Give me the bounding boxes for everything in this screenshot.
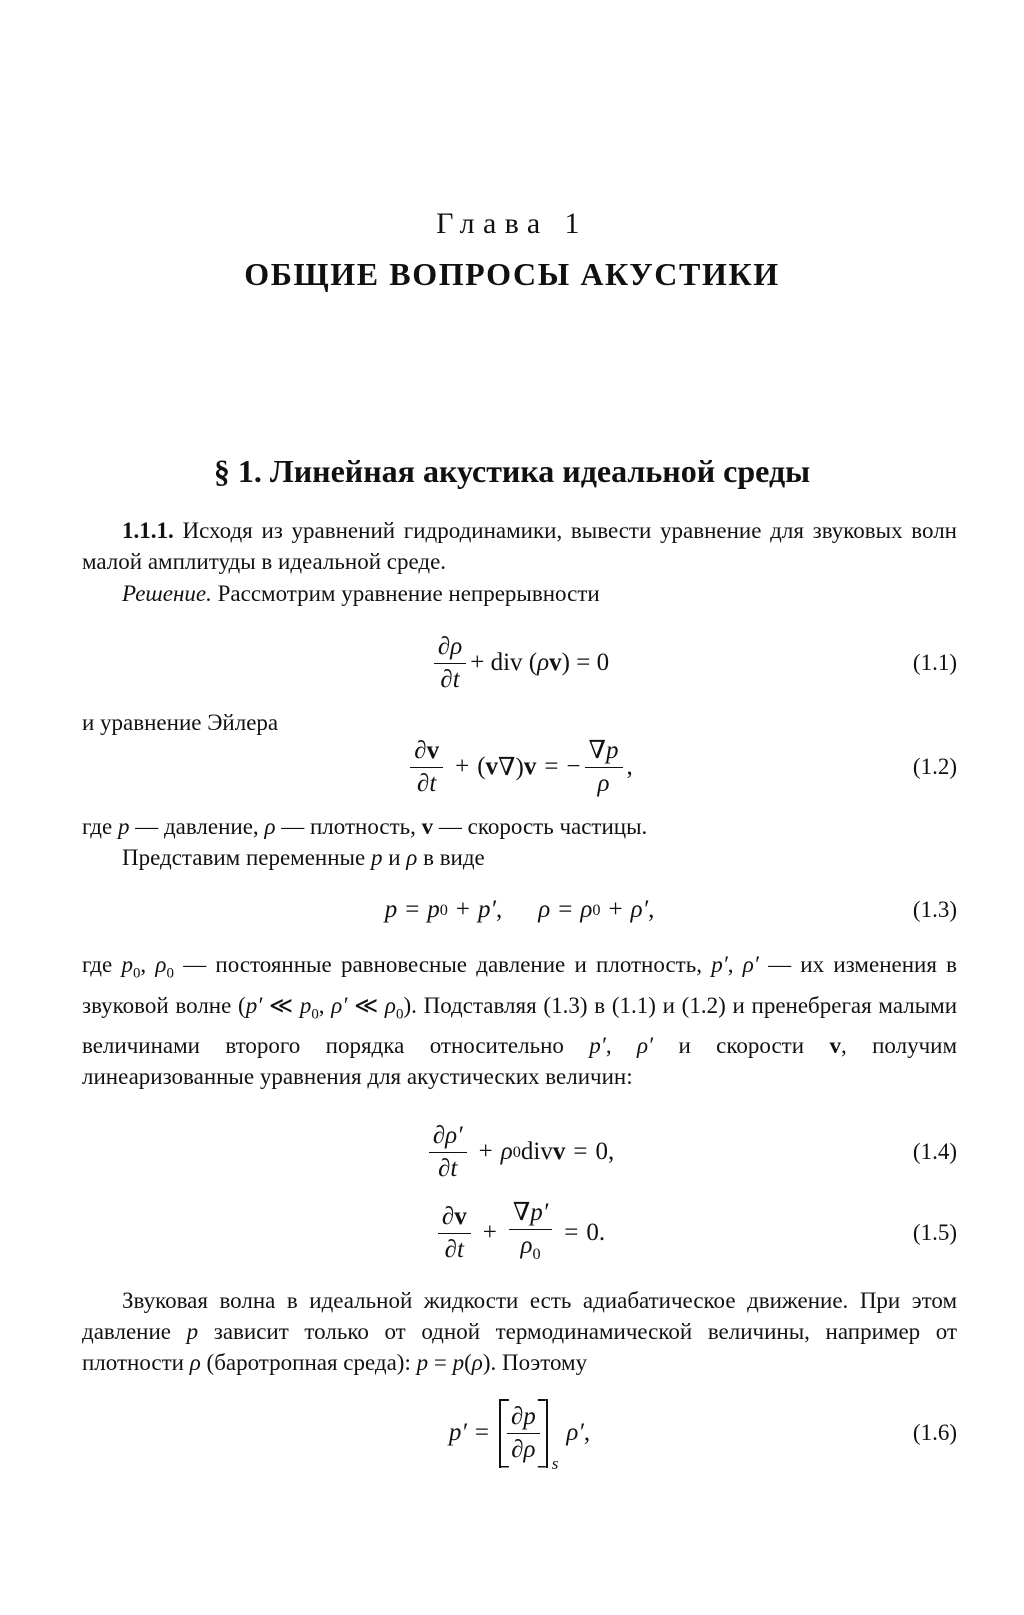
equation-number: (1.6)	[912, 1420, 957, 1445]
equation-1-3: p = p 0 + p′ , ρ = ρ 0 + ρ′ , (1.3)	[82, 865, 957, 955]
equation-1-4: $\frac{\partial\rho'}{\partial t}$ + ρ 0 div v = 0, (1.4)	[82, 1107, 957, 1197]
represent-line: Представим переменные p и ρ в виде	[122, 845, 485, 870]
problem-text: Исходя из уравнений гидродинамики, вывести уравнение для звуковых волн малой амплитуды в идеальной среде.	[82, 518, 957, 574]
equation-1-5: $\frac{\partial v}{\partial t}$ + $\frac{\nabla p'}{\rho_0}$ = 0. (1.5)	[82, 1188, 957, 1278]
problem-number: 1.1.1.	[122, 518, 174, 543]
equation-1-6: p′ = $\frac{\partial p}{\partial\rho}$ s ρ′ , (1.6)	[82, 1388, 957, 1478]
paragraph-adiabatic: Звуковая волна в идеальной жидкости есть адиабатическое движение. При этом давление p зависит только от одной термодинамической величины, например от плотности ρ (баротропная среда): p = p(ρ). Поэтому	[82, 1288, 958, 1375]
problem-statement	[82, 515, 957, 577]
definitions-line: где p — давление, ρ — плотность, v — скорость частицы.	[82, 814, 648, 839]
equation-number: (1.1)	[912, 650, 957, 675]
section-title: § 1. Линейная акустика идеальной среды	[213, 453, 811, 489]
equation-number: (1.4)	[912, 1139, 957, 1164]
chapter-label: Глава 1	[436, 207, 588, 240]
solution-intro-text: Рассмотрим уравнение непрерывности	[217, 581, 600, 606]
equation-number: (1.5)	[912, 1220, 957, 1245]
paragraph-linearization: где $p_0$, $\rho_0$ — постоянные равновесные давление и плотность, p′, ρ′ — их изменения в звуковой волне (p′ ≪ $p_0$, ρ′ ≪ $\rho_0$). Подставляя (1.3) в (1.1) и (1.2) и пренебрегая малыми величинами второго порядка относительно p′, ρ′ и скорости v, получим линеаризованные уравнения для акустических величин:	[82, 952, 958, 1090]
chapter-title: ОБЩИЕ ВОПРОСЫ АКУСТИКИ	[244, 256, 780, 292]
eq1-div: + div (	[470, 649, 538, 676]
equation-1-1: $\frac{\partial\rho}{\partial t}$ + div ( ρ v ) = 0 (1.1)	[82, 618, 957, 708]
equation-number: (1.2)	[912, 754, 957, 779]
solution-label: Решение.	[122, 581, 212, 606]
equation-number: (1.3)	[912, 897, 957, 922]
solution-intro	[82, 578, 957, 609]
eq1-close: ) = 0	[561, 649, 610, 676]
euler-intro: и уравнение Эйлера	[82, 710, 279, 735]
equation-1-2: $\frac{\partial v}{\partial t}$ + ( v ∇) v = − $\frac{\nabla p}{\rho}$ , (1.2)	[82, 722, 957, 812]
